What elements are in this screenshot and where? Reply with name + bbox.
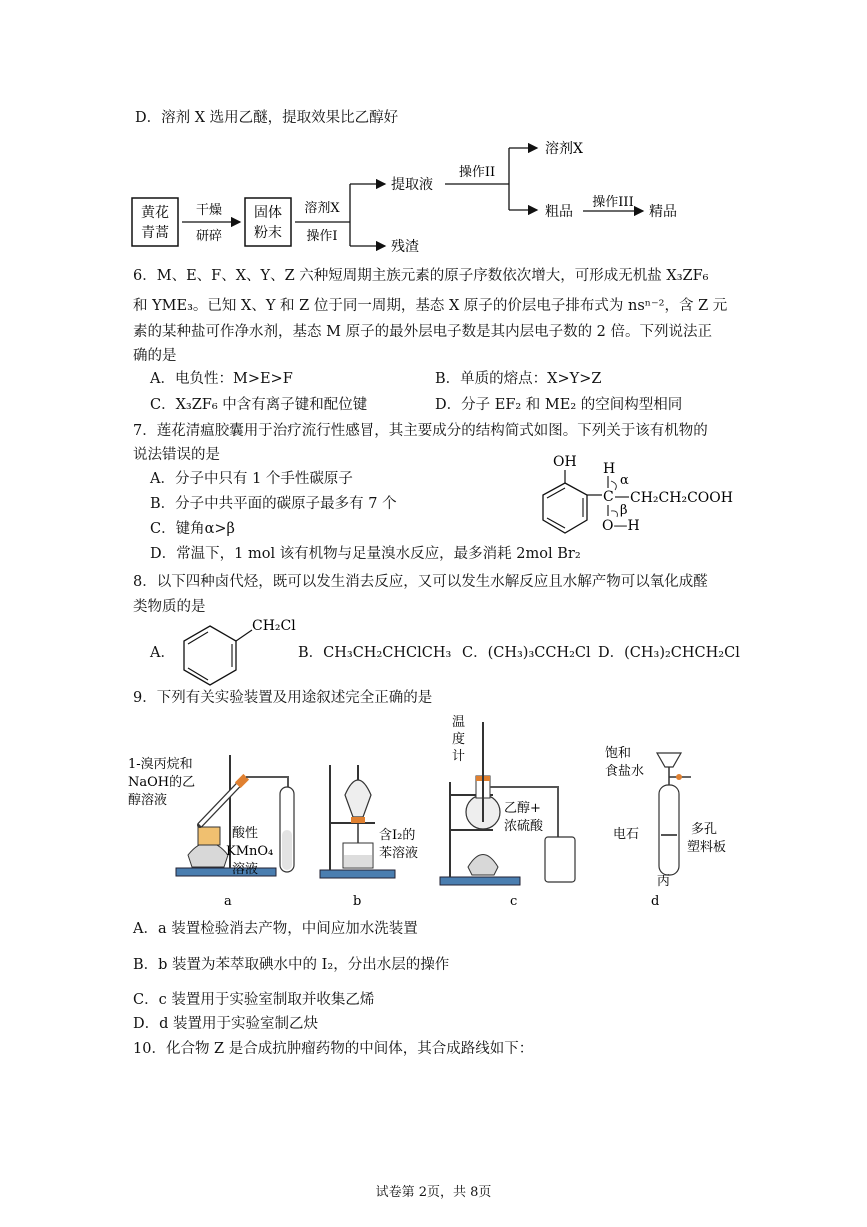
flow-op2: 操作II [458, 165, 496, 180]
fig-d-label1: 饱和 [605, 746, 632, 761]
fig-b-caption: b [353, 894, 362, 909]
q6-line1: 6．M、E、F、X、Y、Z 六种短周期主族元素的原子序数依次增大，可形成无机盐 X₃ZF₆ [133, 268, 709, 284]
flow-box2-line1: 固体 [254, 205, 282, 221]
flow-crude: 粗品 [545, 204, 573, 220]
struct-oh: OH [553, 454, 577, 470]
fig-d-label6: 丙 [657, 874, 671, 889]
flow-arrow2-bottom: 操作I [306, 229, 338, 244]
fig-d-caption: d [651, 894, 660, 909]
q8-option-a-label: A． [150, 645, 175, 661]
fig-c-caption: c [510, 894, 518, 909]
q7-option-b: B．分子中共平面的碳原子最多有 7 个 [150, 496, 397, 512]
struct-c: C [603, 489, 614, 505]
q9-option-b: B．b 装置为苯萃取碘水中的 I₂，分出水层的操作 [133, 957, 450, 973]
page-footer: 试卷第 2页，共 8页 [375, 1185, 492, 1200]
q9-option-d: D．d 装置用于实验室制乙炔 [133, 1016, 319, 1032]
fig-b-label2: 苯溶液 [379, 846, 419, 861]
q6-line2: 和 YME₃。已知 X、Y 和 Z 位于同一周期，基态 X 原子的价层电子排布式为 nsⁿ⁻²，含 Z 元 [133, 298, 728, 314]
q9-option-c: C．c 装置用于实验室制取并收集乙烯 [133, 992, 375, 1008]
fig-c-thermo3: 计 [452, 749, 466, 764]
flow-arrow1-bottom: 研碎 [195, 229, 223, 244]
struct-alpha: α [620, 473, 629, 488]
q6-line4: 确的是 [133, 348, 177, 364]
q7-line2: 说法错误的是 [133, 447, 220, 463]
fig-a-label2: NaOH的乙 [128, 775, 196, 790]
struct-chain: CH₂CH₂COOH [630, 490, 733, 506]
fig-d-label2: 食盐水 [605, 764, 645, 779]
q7-option-a: A．分子中只有 1 个手性碳原子 [150, 471, 353, 487]
q7-line1: 7．莲花清瘟胶囊用于治疗流行性感冒，其主要成分的结构简式如图。下列关于该有机物的 [133, 423, 708, 439]
q8-option-b: B．CH₃CH₂CHClCH₃ [298, 645, 452, 661]
fig-c-thermo2: 度 [452, 732, 466, 747]
q9-stem: 9．下列有关实验装置及用途叙述完全正确的是 [133, 690, 433, 706]
benzene-ring [543, 483, 587, 533]
q7-structure [525, 448, 735, 548]
fig-d-label5: 塑料板 [687, 840, 727, 855]
flow-box1-line2: 青蒿 [141, 225, 169, 241]
q8-option-a-structure [170, 612, 296, 688]
q5-option-d: D．溶剂 X 选用乙醚，提取效果比乙醇好 [135, 110, 399, 126]
q9-option-a: A．a 装置检验消去产物，中间应加水洗装置 [133, 921, 418, 937]
q6-line3: 素的某种盐可作净水剂，基态 M 原子的最外层电子数是其内层电子数的 2 倍。下列说法正 [133, 324, 713, 340]
flow-extract: 提取液 [391, 177, 433, 193]
q9-figure-a [128, 735, 313, 910]
fig-d-label4: 多孔 [691, 822, 718, 837]
q8-option-d: D．(CH₃)₂CHCH₂Cl [598, 645, 740, 661]
struct-h-top: H [603, 461, 616, 477]
struct-beta: β [620, 503, 628, 518]
fig-c-label1: 乙醇+ [504, 801, 541, 816]
flow-residue: 残渣 [391, 239, 419, 255]
q9-figure-d [605, 735, 745, 910]
q7-option-d: D．常温下，1 mol 该有机物与足量溴水反应，最多消耗 2mol Br₂ [150, 546, 581, 562]
flow-box2-line2: 粉末 [254, 225, 282, 241]
q9-figure-b [315, 755, 435, 910]
q9-figure-c [438, 712, 578, 910]
q6-option-c: C．X₃ZF₆ 中含有离子键和配位键 [150, 397, 368, 413]
q8-ch2cl: CH₂Cl [252, 618, 296, 634]
q6-option-b: B．单质的熔点：X>Y>Z [435, 371, 602, 387]
q10-stem: 10．化合物 Z 是合成抗肿瘤药物的中间体，其合成路线如下： [133, 1041, 534, 1057]
q6-option-d: D．分子 EF₂ 和 ME₂ 的空间构型相同 [435, 397, 683, 413]
fig-a-label1: 1-溴丙烷和 [128, 757, 193, 772]
q7-option-c: C．键角α>β [150, 521, 235, 537]
benzene-ring [184, 626, 236, 685]
flow-fine: 精品 [649, 204, 677, 220]
fig-c-label2: 浓硫酸 [504, 819, 544, 834]
fig-a-kmno4-1: 酸性 [232, 826, 259, 841]
fig-a-caption: a [224, 894, 232, 909]
fig-c-thermo1: 温 [452, 715, 466, 730]
q8-line1: 8．以下四种卤代烃，既可以发生消去反应，又可以发生水解反应且水解产物可以氧化成醛 [133, 574, 708, 590]
q5-flow-diagram [125, 128, 725, 258]
flow-arrow1-top: 干燥 [195, 203, 223, 218]
flow-arrow2-top: 溶剂X [304, 201, 340, 216]
struct-o-h: O—H [602, 518, 640, 534]
q8-line2: 类物质的是 [133, 599, 206, 615]
flow-op3: 操作III [592, 195, 634, 210]
q8-option-c: C．(CH₃)₃CCH₂Cl [462, 645, 591, 661]
fig-a-kmno4-3: 溶液 [232, 862, 259, 877]
fig-a-kmno4-2: KMnO₄ [226, 844, 274, 859]
fig-d-label3: 电石 [613, 827, 640, 842]
flow-box1-line1: 黄花 [141, 205, 169, 221]
fig-a-label3: 醇溶液 [128, 793, 168, 808]
flow-solvent-x: 溶剂X [545, 141, 583, 157]
q6-option-a: A．电负性：M>E>F [150, 371, 293, 387]
fig-b-label1: 含I₂的 [379, 828, 416, 843]
